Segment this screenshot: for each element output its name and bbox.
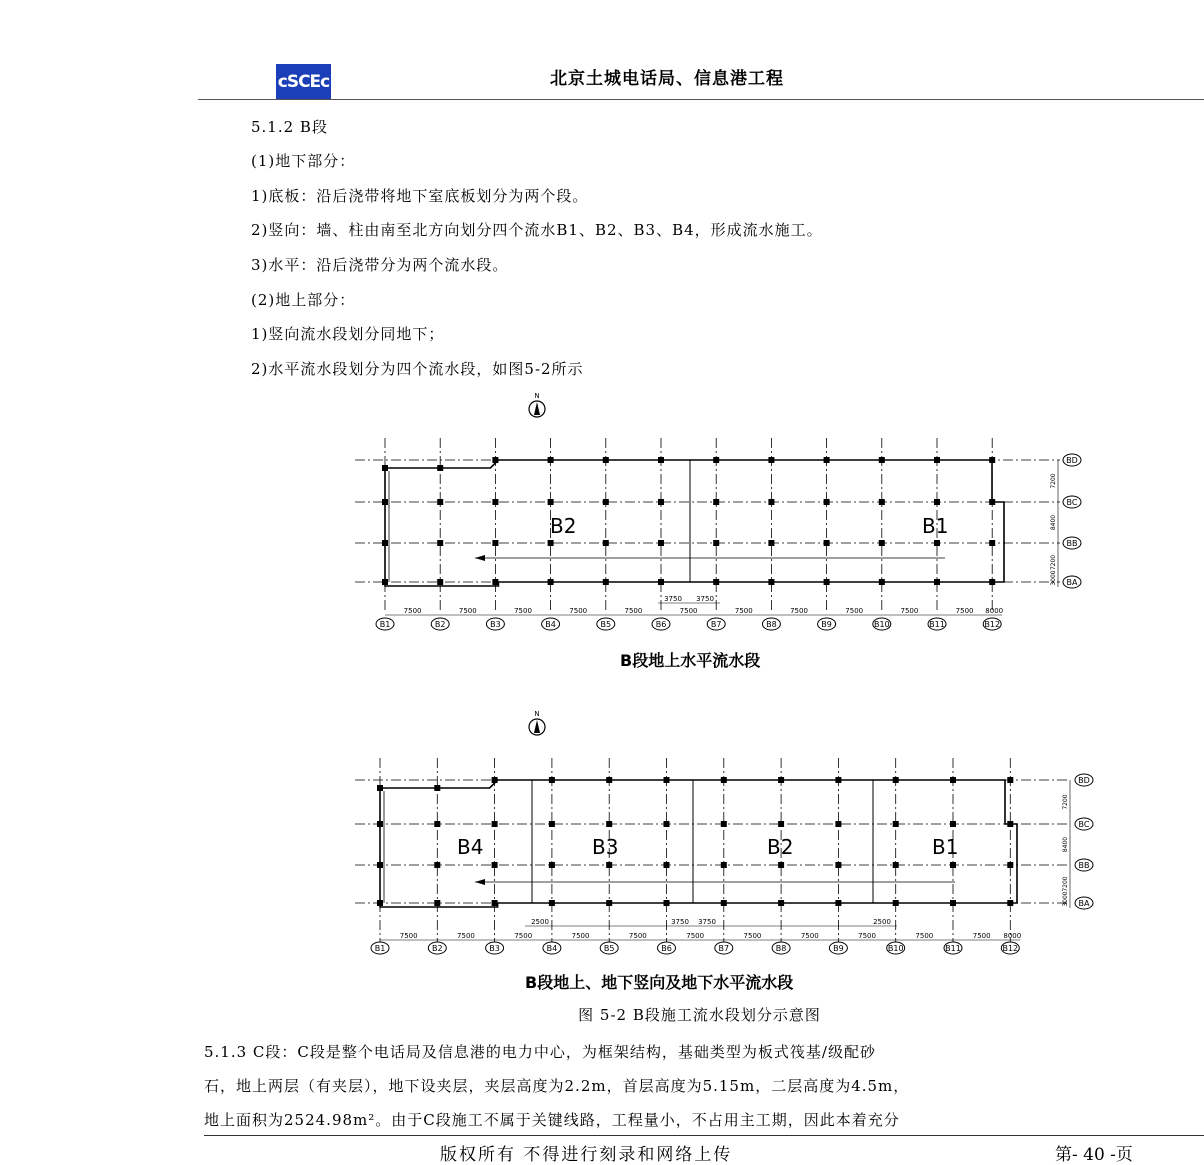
- column-B1-BC: [377, 821, 383, 827]
- section-label-B1: B1: [922, 514, 949, 538]
- sub-span-dimension: 2500: [531, 918, 549, 926]
- axis-label: B12: [984, 620, 1001, 629]
- span-dimension: 7500: [800, 932, 819, 940]
- column-B11-BB: [934, 540, 940, 546]
- column-B8-BB: [778, 862, 784, 868]
- north-arrow-pointer: [534, 720, 540, 733]
- span-dimension: 7500: [686, 932, 705, 940]
- body-line: (1)地下部分：: [251, 152, 356, 170]
- column-B9-BB: [824, 540, 830, 546]
- flow-direction-arrow-icon: [475, 879, 485, 885]
- column-B3-BA: [492, 579, 498, 585]
- body-line: 2)水平流水段划分为四个流水段，如图5-2所示: [251, 360, 584, 378]
- span-dimension: 7500: [972, 932, 991, 940]
- column-B12-BC: [989, 499, 995, 505]
- column-B5-BC: [606, 821, 612, 827]
- column-B7-BC: [713, 499, 719, 505]
- column-B8-BC: [778, 821, 784, 827]
- column-B6-BA: [664, 900, 670, 906]
- column-B1-BB: [377, 862, 383, 868]
- span-dimension: 7500: [399, 932, 418, 940]
- column-B10-BB: [879, 540, 885, 546]
- column-B7-BC: [721, 821, 727, 827]
- axis-label: B11: [945, 944, 961, 953]
- column-B11-BC: [950, 821, 956, 827]
- column-B4-BC: [549, 821, 555, 827]
- column-B10-BA: [893, 900, 899, 906]
- axis-label: B10: [887, 944, 904, 953]
- figure-5-2-caption: 图 5-2 B段施工流水段划分示意图: [578, 1006, 821, 1024]
- column-B11-BD: [950, 777, 956, 783]
- north-label: N: [534, 392, 540, 400]
- sub-span-dimension: 3750: [664, 595, 682, 603]
- column-B2-BC: [437, 499, 443, 505]
- column-B5-BA: [603, 579, 609, 585]
- copyright-notice: 版权所有 不得进行刻录和网络上传: [440, 1145, 733, 1165]
- column-B9-BA: [824, 579, 830, 585]
- span-dimension: 7500: [624, 607, 643, 615]
- column-B6-BD: [658, 457, 664, 463]
- column-B7-BB: [713, 540, 719, 546]
- axis-label: B6: [661, 944, 672, 953]
- column-B10-BD: [893, 777, 899, 783]
- axis-label: B8: [766, 620, 777, 629]
- section-label-B1: B1: [932, 835, 959, 859]
- axis-label: B6: [655, 620, 667, 629]
- section-label-B2: B2: [767, 835, 794, 859]
- section-heading-5-1-2: 5.1.2 B段: [251, 118, 328, 136]
- axis-label: B10: [873, 620, 890, 629]
- axis-label: B2: [432, 944, 443, 953]
- figure1-caption: B段地上水平流水段: [620, 651, 761, 670]
- column-B6-BA: [658, 579, 664, 585]
- column-B4-BC: [548, 499, 554, 505]
- row-span-dimension: 8400: [1062, 836, 1069, 853]
- column-B8-BD: [768, 457, 774, 463]
- sub-span-dimension: 3750: [671, 918, 689, 926]
- north-arrow-pointer: [534, 402, 540, 415]
- column-B2-BA: [434, 900, 440, 906]
- span-dimension: 7500: [845, 607, 864, 615]
- column-B9-BD: [835, 777, 841, 783]
- column-B1-BA: [382, 579, 388, 585]
- body-line: (2)地上部分：: [251, 291, 356, 309]
- row-label: BD: [1066, 456, 1078, 465]
- column-B4-BD: [548, 457, 554, 463]
- column-B3-BD: [492, 777, 498, 783]
- row-label: BC: [1078, 820, 1090, 829]
- column-B7-BA: [713, 579, 719, 585]
- building-outline: [385, 460, 1004, 586]
- axis-label: B4: [545, 620, 556, 629]
- span-dimension: 7500: [458, 607, 477, 615]
- page-number: 第- 40 -页: [1055, 1145, 1133, 1165]
- axis-label: B5: [603, 944, 615, 953]
- sub-span-dimension: 3750: [696, 595, 714, 603]
- column-B2-BB: [434, 862, 440, 868]
- column-B2-BB: [437, 540, 443, 546]
- north-label: N: [534, 710, 540, 718]
- column-B4-BB: [549, 862, 555, 868]
- column-B6-BC: [658, 499, 664, 505]
- span-dimension: 7500: [915, 932, 934, 940]
- section-label-B2: B2: [550, 514, 577, 538]
- span-dimension: 7500: [514, 932, 533, 940]
- axis-label: B9: [821, 620, 832, 629]
- row-span-dimension: 3000: [1062, 891, 1069, 907]
- section-label-B4: B4: [457, 835, 484, 859]
- row-label: BB: [1066, 539, 1078, 548]
- span-dimension: 8000: [985, 607, 1004, 615]
- row-label: BA: [1078, 899, 1090, 908]
- body-line: 3)水平：沿后浇带分为两个流水段。: [251, 256, 509, 274]
- column-B9-BB: [835, 862, 841, 868]
- column-B4-BA: [549, 900, 555, 906]
- section-label-B3: B3: [592, 835, 619, 859]
- header-divider: [198, 99, 1204, 100]
- column-B1-BB: [382, 540, 388, 546]
- row-span-dimension: 8400: [1050, 514, 1057, 531]
- column-B9-BC: [835, 821, 841, 827]
- column-B10-BC: [879, 499, 885, 505]
- column-B4-BD: [549, 777, 555, 783]
- column-B7-BD: [721, 777, 727, 783]
- column-B4-BB: [548, 540, 554, 546]
- column-B3-BB: [492, 540, 498, 546]
- column-B3-BC: [492, 821, 498, 827]
- span-dimension: 7500: [679, 607, 698, 615]
- column-B5-BD: [603, 457, 609, 463]
- column-B5-BB: [606, 862, 612, 868]
- column-B5-BC: [603, 499, 609, 505]
- column-B12-BD: [989, 457, 995, 463]
- column-B9-BD: [824, 457, 830, 463]
- axis-label: B12: [1002, 944, 1019, 953]
- span-dimension: 7500: [628, 932, 647, 940]
- column-B10-BA: [879, 579, 885, 585]
- span-dimension: 7500: [569, 607, 588, 615]
- column-B6-BB: [664, 862, 670, 868]
- column-B8-BD: [778, 777, 784, 783]
- column-B11-BA: [950, 900, 956, 906]
- axis-label: B11: [929, 620, 945, 629]
- column-B8-BA: [768, 579, 774, 585]
- column-B7-BA: [721, 900, 727, 906]
- document-title: 北京土城电话局、信息港工程: [550, 69, 784, 89]
- company-logo: cSCEc: [276, 64, 331, 100]
- span-dimension: 7500: [790, 607, 808, 615]
- column-B10-BC: [893, 821, 899, 827]
- column-B1-BA: [377, 900, 383, 906]
- span-dimension: 8000: [1003, 932, 1022, 940]
- body-line: 1)底板：沿后浇带将地下室底板划分为两个段。: [251, 187, 589, 205]
- column-B12-BC: [1007, 821, 1013, 827]
- column-B12-BA: [1007, 900, 1013, 906]
- flow-direction-arrow-icon: [475, 555, 485, 561]
- axis-label: B1: [379, 620, 391, 629]
- column-B12-BA: [989, 579, 995, 585]
- column-B10-BD: [879, 457, 885, 463]
- column-B6-BB: [658, 540, 664, 546]
- row-span-dimension: 7200: [1062, 794, 1069, 810]
- span-dimension: 7500: [403, 607, 422, 615]
- column-B6-BC: [664, 821, 670, 827]
- figure-b-vertical-and-underground-plan: [340, 710, 1100, 960]
- column-B11-BC: [934, 499, 940, 505]
- span-dimension: 7500: [900, 607, 919, 615]
- row-label: BC: [1066, 498, 1078, 507]
- column-B1-BD: [377, 785, 383, 791]
- axis-label: B7: [710, 620, 722, 629]
- axis-label: B1: [374, 944, 386, 953]
- row-span-dimension: 7200: [1050, 473, 1057, 489]
- column-B2-BC: [434, 821, 440, 827]
- column-B5-BD: [606, 777, 612, 783]
- column-B9-BA: [835, 900, 841, 906]
- column-B8-BC: [768, 499, 774, 505]
- axis-label: B2: [434, 620, 446, 629]
- row-label: BD: [1078, 776, 1090, 785]
- column-B1-BC: [382, 499, 388, 505]
- paragraph-line: 石，地上两层（有夹层），地下设夹层，夹层高度为2.2m，首层高度为5.15m，二层高度为4.5m，: [204, 1077, 910, 1095]
- column-B11-BD: [934, 457, 940, 463]
- span-dimension: 7500: [734, 607, 753, 615]
- column-B1-BD: [382, 465, 388, 471]
- column-B7-BD: [713, 457, 719, 463]
- span-dimension: 7500: [571, 932, 590, 940]
- axis-label: B3: [490, 620, 501, 629]
- row-span-dimension: 3000: [1050, 570, 1057, 586]
- column-B3-BD: [492, 457, 498, 463]
- paragraph-line: 地上面积为2524.98m²。由于C段施工不属于关键线路，工程量小，不占用主工期，因此本着充分: [204, 1111, 900, 1129]
- column-B3-BB: [492, 862, 498, 868]
- span-dimension: 7500: [858, 932, 876, 940]
- column-B2-BD: [434, 785, 440, 791]
- span-dimension: 7500: [514, 607, 532, 615]
- column-B4-BA: [548, 579, 554, 585]
- span-dimension: 7500: [457, 932, 475, 940]
- column-B12-BB: [1007, 862, 1013, 868]
- column-B3-BA: [492, 900, 498, 906]
- row-label: BB: [1078, 861, 1090, 870]
- axis-label: B3: [489, 944, 500, 953]
- column-B9-BC: [824, 499, 830, 505]
- column-B8-BB: [768, 540, 774, 546]
- column-B12-BB: [989, 540, 995, 546]
- sub-span-dimension: 2500: [873, 918, 891, 926]
- column-B7-BB: [721, 862, 727, 868]
- column-B5-BB: [603, 540, 609, 546]
- axis-label: B7: [718, 944, 730, 953]
- column-B3-BC: [492, 499, 498, 505]
- row-label: BA: [1066, 578, 1078, 587]
- axis-label: B8: [775, 944, 787, 953]
- footer-divider: [204, 1135, 1204, 1136]
- figure2-caption: B段地上、地下竖向及地下水平流水段: [525, 973, 794, 992]
- axis-label: B4: [546, 944, 558, 953]
- column-B11-BB: [950, 862, 956, 868]
- column-B2-BD: [437, 465, 443, 471]
- axis-label: B5: [600, 620, 612, 629]
- body-line: 2)竖向：墙、柱由南至北方向划分四个流水B1、B2、B3、B4，形成流水施工。: [251, 221, 823, 239]
- column-B12-BD: [1007, 777, 1013, 783]
- column-B10-BB: [893, 862, 899, 868]
- sub-span-dimension: 3750: [698, 918, 716, 926]
- column-B6-BD: [664, 777, 670, 783]
- column-B2-BA: [437, 579, 443, 585]
- row-span-dimension: 7200: [1062, 876, 1069, 892]
- span-dimension: 7500: [955, 607, 974, 615]
- column-B5-BA: [606, 900, 612, 906]
- row-span-dimension: 7200: [1050, 554, 1057, 571]
- axis-label: B9: [833, 944, 844, 953]
- span-dimension: 7500: [743, 932, 762, 940]
- column-B11-BA: [934, 579, 940, 585]
- column-B8-BA: [778, 900, 784, 906]
- paragraph-line: 5.1.3 C段：C段是整个电话局及信息港的电力中心，为框架结构，基础类型为板式筏基/级配砂: [204, 1043, 876, 1061]
- body-line: 1)竖向流水段划分同地下；: [251, 325, 445, 343]
- figure-b-above-ground-plan: [340, 390, 1100, 635]
